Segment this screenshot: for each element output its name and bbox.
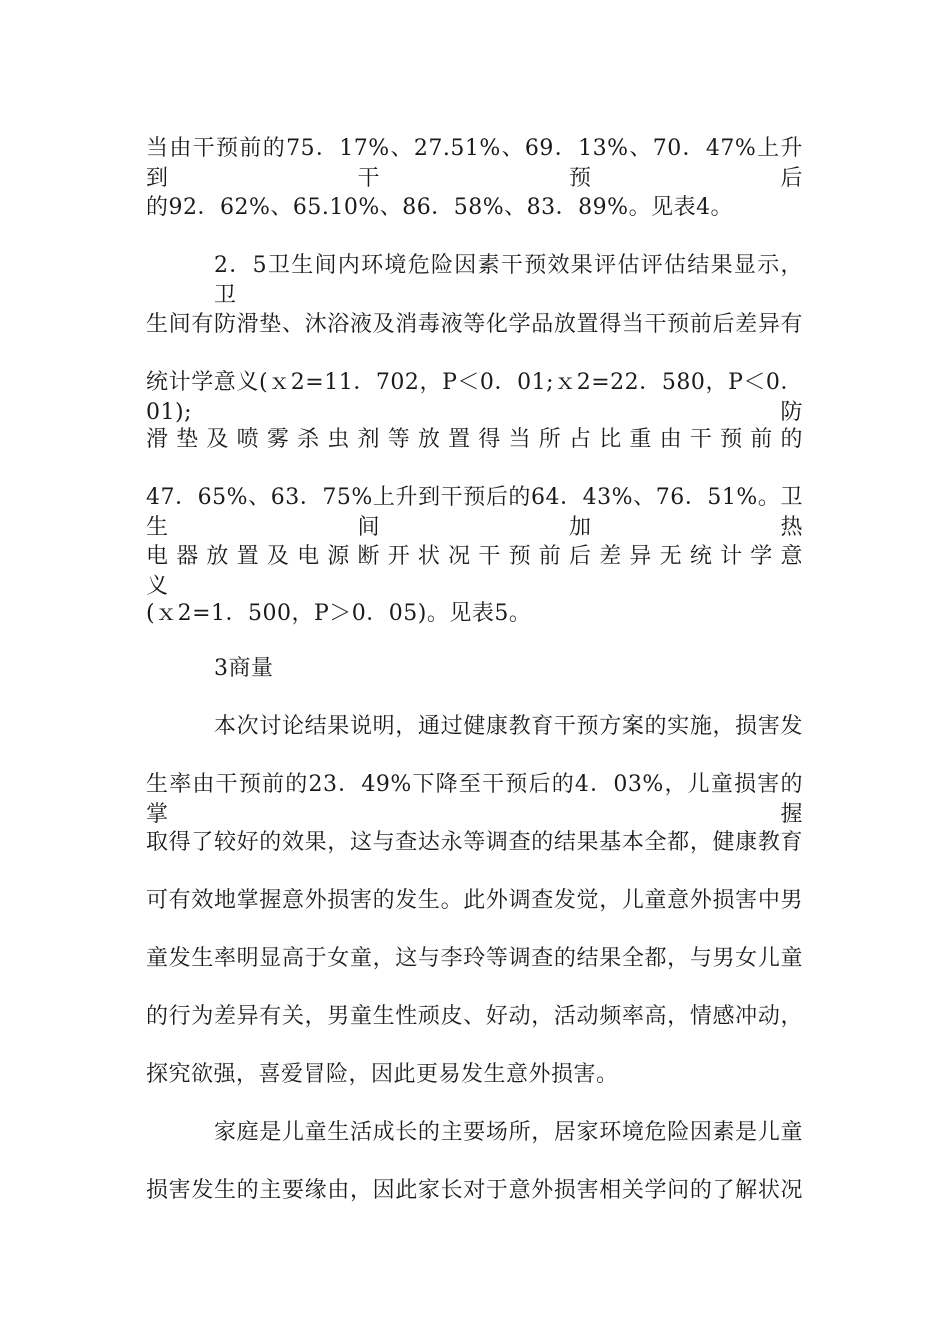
text-line: 生率由干预前的23．49%下降至干预后的4．03%，儿童损害的掌握 xyxy=(146,772,803,827)
text-line: (ｘ2=1．500，P＞0．05)。见表5。 xyxy=(146,601,532,626)
text-line: 滑 垫 及 喷 雾 杀 虫 剂 等 放 置 得 当 所 占 比 重 由 干 预 前 的 xyxy=(146,427,803,452)
text-line: 47．65%、63．75%上升到干预后的64．43%、76．51%。卫生间加热 xyxy=(146,485,803,540)
section-heading-line: 2．5卫生间内环境危险因素干预效果评估评估结果显示，卫 xyxy=(214,253,803,308)
text-line: 统计学意义(ｘ2=11．702，P＜0．01;ｘ2=22．580，P＜0．01);防 xyxy=(146,370,803,425)
text-line: 当由干预前的75．17%、27.51%、69．13%、70．47%上升到干预后 xyxy=(146,136,803,191)
section-title: 3商量 xyxy=(214,656,274,681)
paragraph-first-line: 本次讨论结果说明，通过健康教育干预方案的实施，损害发 xyxy=(214,714,803,739)
text-line: 探究欲强，喜爱冒险，因此更易发生意外损害。 xyxy=(146,1062,619,1087)
text-line: 童发生率明显高于女童，这与李玲等调查的结果全都，与男女儿童 xyxy=(146,946,803,971)
text-line: 电 器 放 置 及 电 源 断 开 状 况 干 预 前 后 差 异 无 统 计 学 意 义 xyxy=(146,544,803,599)
text-line: 生间有防滑垫、沐浴液及消毒液等化学品放置得当干预前后差异有 xyxy=(146,312,803,337)
text-line: 可有效地掌握意外损害的发生。此外调查发觉，儿童意外损害中男 xyxy=(146,888,803,913)
text-line: 的92．62%、65.10%、86．58%、83．89%。见表4。 xyxy=(146,195,734,220)
text-line: 损害发生的主要缘由，因此家长对于意外损害相关学问的了解状况 xyxy=(146,1178,803,1203)
paragraph-first-line: 家庭是儿童生活成长的主要场所，居家环境危险因素是儿童 xyxy=(214,1120,803,1145)
text-line: 取得了较好的效果，这与查达永等调查的结果基本全都，健康教育 xyxy=(146,830,803,855)
text-line: 的行为差异有关，男童生性顽皮、好动，活动频率高，情感冲动， xyxy=(146,1004,803,1029)
